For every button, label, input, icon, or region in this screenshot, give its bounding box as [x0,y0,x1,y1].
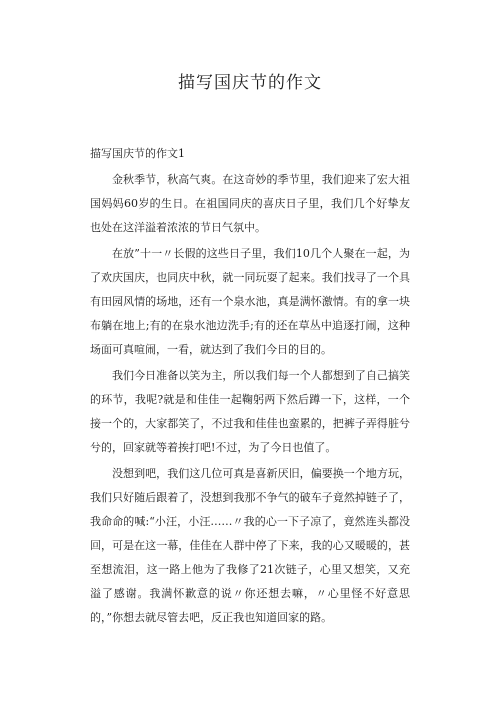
paragraph-2: 在放”十一〃长假的这些日子里，我们10几个人聚在一起，为了欢庆国庆，也同庆中秋，就一同玩耍了起来。我们找寻了一个具有田园风情的场地，还有一个泉水池，真是满怀激情。有的拿一块布躺在地上;有的在泉水池边洗手;有的还在草丛中追逐打闹，这种场面可真喧闹，一看，就达到了我们今日的目的。 [90,247,410,356]
essay-subtitle: 描写国庆节的作文1 [90,147,185,160]
document-title: 描写国庆节的作文 [178,73,322,93]
paragraph-4: 没想到吧，我们这几位可真是喜新厌旧，偏要换一个地方玩，我们只好随后跟着了，没想到我那不争气的破车子竟然掉链子了，我命命的喊:“小汪，小汪……〃我的心一下子凉了，竟然连头都没回，可是在这一幕，佳佳在人群中停了下来，我的心又暖暖的，甚至想流泪，这一路上他为了我修了21次链子，心里又想笑，又充溢了感谢。我满怀歉意的说〃你还想去嘛，〃心里怪不好意思的，”你想去就尽管去吧，反正我也知道回家的路。 [90,467,410,624]
paragraph-1: 金秋季节，秋高气爽。在这奇妙的季节里，我们迎来了宏大祖国妈妈60岁的生日。在祖国同庆的喜庆日子里，我们几个好挚友也处在这洋溢着浓浓的节日气氛中。 [90,173,410,234]
document-body [90,142,410,630]
paragraph-3: 我们今日准备以笑为主，所以我们每一个人都想到了自己搞笑的环节，我呢?就是和佳佳一起鞠躬两下然后蹲一下，这样，一个接一个的，大家都笑了，不过我和佳佳也蛮累的，把裤子弄得脏兮兮的，回家就等着挨打吧!不过，为了今日也值了。 [90,369,410,454]
